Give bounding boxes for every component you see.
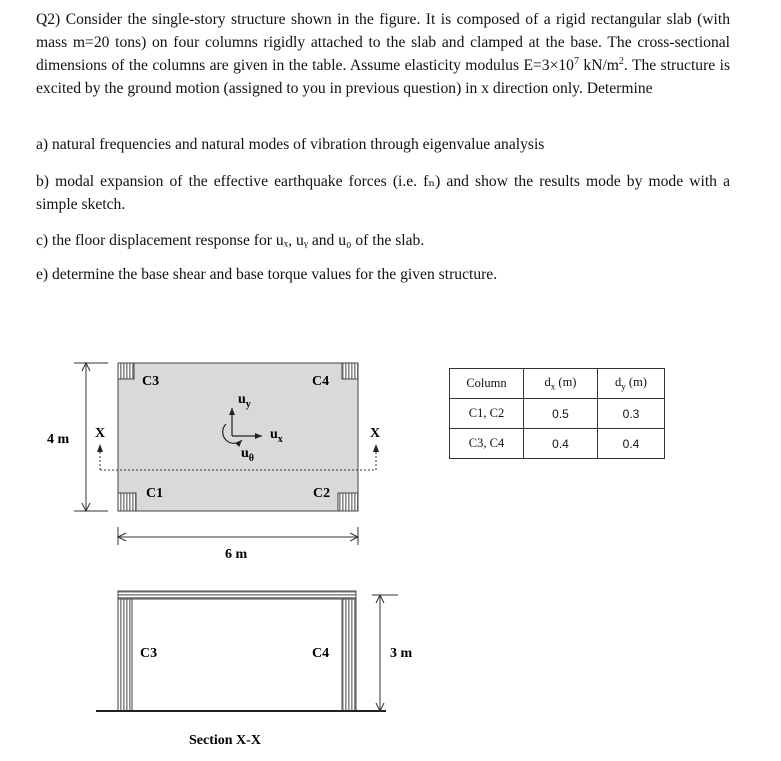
section-height-label: 3 m [390,646,413,661]
table-header-row [450,369,665,399]
label-c3-section: C3 [140,646,158,661]
header-dx: $d_x$ (m) [524,369,598,399]
slab-section [118,591,356,599]
section-mark-right: X [370,426,381,441]
label-c1-plan: C1 [146,486,164,501]
section-arrow-left-icon [97,444,103,452]
uy-label: $u_y$ [238,392,251,410]
ux-label: $u_x$ [270,427,283,445]
section-arrow-right-icon [373,444,379,452]
question-item-a: a) natural frequencies and natural modes of vibration through eigenvalue analysis [36,136,545,153]
question-item-e: e) determine the base shear and base torque values for the given structure. [36,266,498,283]
column-dimensions-table [449,368,665,459]
table-row [450,429,665,459]
question-item-b: b) modal expansion of the effective earthquake forces (i.e. fₙ) and show the results mode by mode with a simple sketch. [36,173,730,213]
cell-column: C3, C4 [450,429,524,459]
column-c2-plan [338,493,358,511]
column-c3-plan [118,363,134,379]
cell-dy: 0.4 [598,429,665,459]
cell-dy: 0.3 [598,399,665,429]
header-dy: $d_y$ (m) [598,369,665,399]
question-item-c: c) the floor displacement response for uₓ, uᵧ and u₀ of the slab. [36,232,425,249]
height-label-plan: 4 m [47,432,70,447]
utheta-label: $u_\theta$ [241,446,255,464]
column-c4-section [342,599,356,711]
label-c2-plan: C2 [313,486,331,501]
question-intro: Q2) Consider the single-story structure shown in the figure. It is composed of a rigid rectangular slab (with mass m=20 tons) on four columns rigidly attached to the slab and clamped at the base. The cross-sectional dimensions of the columns are given in the table. Assume elasticity modulus $E=3\times 10^7$ $kN/m^2$. The structure is excited by the ground motion (assigned to you in previous question) in x direction only. Determine [36,11,731,97]
cell-column: C1, C2 [450,399,524,429]
section-title: Section X-X [189,733,261,748]
column-c3-section [118,599,132,711]
table-row [450,399,665,429]
header-column: Column [450,369,524,399]
column-c1-plan [118,493,136,511]
width-label: 6 m [225,547,248,562]
cell-dx: 0.4 [524,429,598,459]
label-c4-plan: C4 [312,374,330,389]
column-c4-plan [342,363,358,379]
section-mark-left: X [95,426,106,441]
label-c3-plan: C3 [142,374,160,389]
cell-dx: 0.5 [524,399,598,429]
label-c4-section: C4 [312,646,330,661]
